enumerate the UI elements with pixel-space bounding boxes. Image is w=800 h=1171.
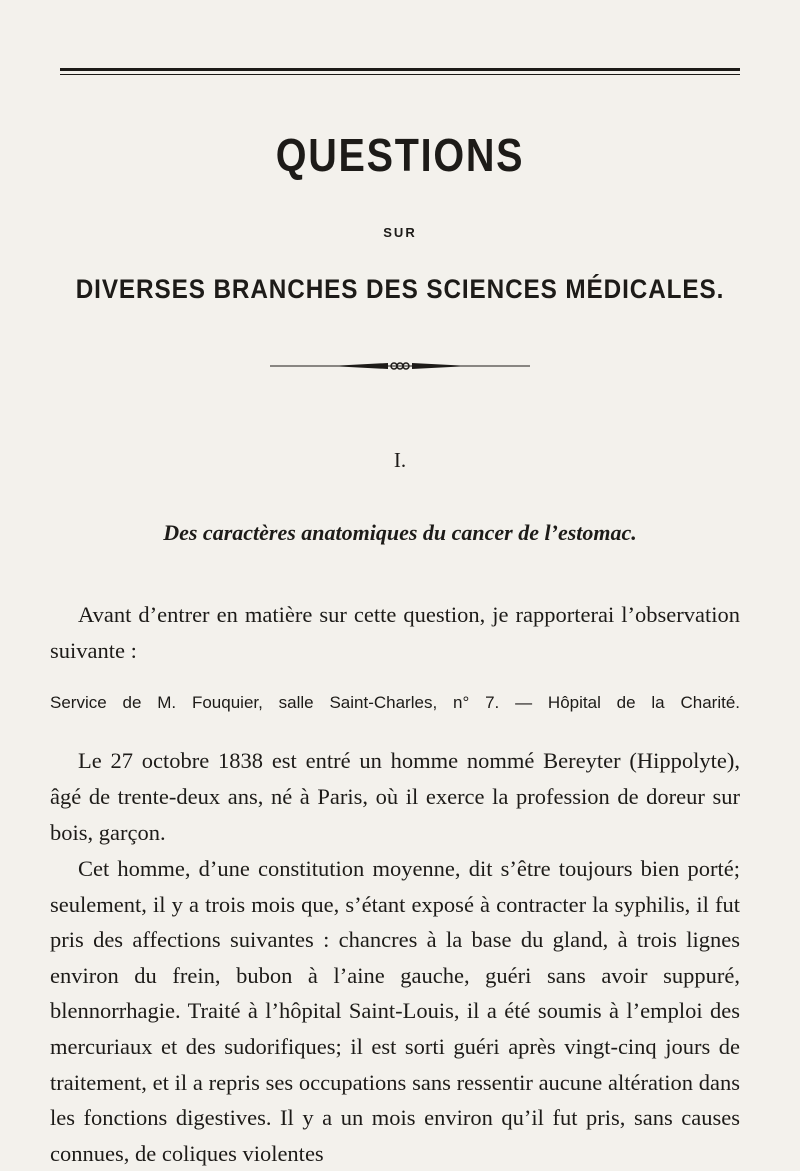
title-connector: SUR xyxy=(383,225,417,240)
section-number: I. xyxy=(393,448,407,472)
service-line: Service de M. Fouquier, salle Saint-Charles, n° 7. — Hôpital de la Charité. xyxy=(50,693,740,712)
body-paragraph-1: Le 27 octobre 1838 est entré un homme nommé Bereyter (Hippolyte), âgé de trente-deux ans, né à Paris, où il exerce la profession de doreur sur bois, garçon. xyxy=(50,748,740,845)
top-rule xyxy=(60,68,740,71)
page-subtitle: DIVERSES BRANCHES DES SCIENCES MÉDICALES. xyxy=(75,274,725,304)
intro-paragraph: Avant d’entrer en matière sur cette question, je rapporterai l’observation suivante : xyxy=(50,602,740,663)
ornament-divider xyxy=(270,361,530,371)
page-title: QUESTIONS xyxy=(275,129,525,181)
body-paragraph-2: Cet homme, d’une constitution moyenne, dit s’être toujours bien porté; seulement, il y a trois mois que, s’étant exposé à contracter la syphilis, il fut pris des affections suivantes : chancres à la base du gland, à trois lignes environ du frein, bubon à l’aine gauche, guéri sans avoir suppuré, blennorrhagie. Traité à l’hôpital Saint-Louis, il a été soumis à l’emploi des mercuriaux et des sudorifiques; il est sorti guéri après vingt-cinq jours de traitement, et il a repris ses occupations sans ressentir aucune altération dans les fonctions digestives. Il y a un mois environ qu’il fut pris, sans causes connues, de coliques violentes xyxy=(50,856,740,1166)
top-rule-thin xyxy=(60,74,740,75)
section-title: Des caractères anatomiques du cancer de l’estomac. xyxy=(163,520,637,545)
